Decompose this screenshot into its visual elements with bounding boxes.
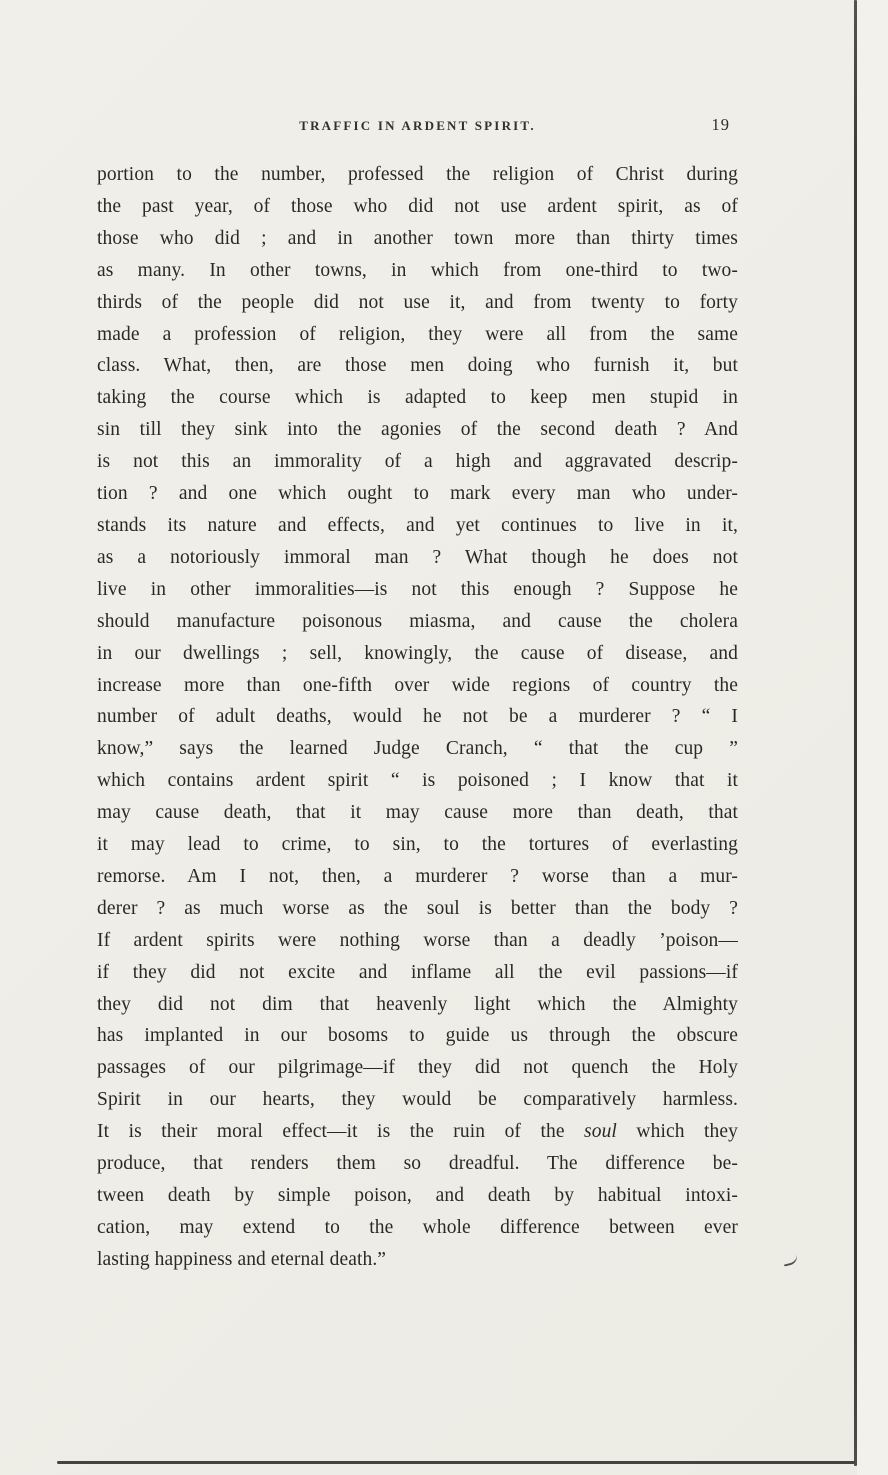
scan-edge-right — [854, 0, 857, 1466]
running-title: TRAFFIC IN ARDENT SPIRIT. — [299, 118, 536, 133]
text-line: lasting happiness and eternal death.” — [97, 1248, 387, 1270]
text-line: passages of our pilgrimage—if they did not quench the Holy — [97, 1057, 738, 1079]
body-text — [97, 159, 738, 1276]
text-line: It is their moral effect—it is the ruin of the soul which they — [97, 1121, 739, 1143]
text-line: should manufacture poisonous miasma, and cause the cholera — [97, 610, 738, 632]
text-line: class. What, then, are those men doing who furnish it, but — [97, 355, 738, 377]
text-line: is not this an immorality of a high and aggravated descrip- — [97, 451, 738, 473]
text-line: as many. In other towns, in which from one-third to two- — [97, 259, 738, 281]
text-line: has implanted in our bosoms to guide us through the obscure — [97, 1025, 738, 1047]
text-line: live in other immoralities—is not this enough ? Suppose he — [97, 578, 738, 600]
page-number: 19 — [711, 115, 730, 134]
text-line: if they did not excite and inflame all the evil passions—if — [97, 961, 738, 983]
scan-edge-bottom — [57, 1461, 855, 1464]
text-line: portion to the number, professed the religion of Christ during — [97, 164, 738, 185]
text-line: those who did ; and in another town more than thirty times — [97, 227, 738, 249]
text-line: may cause death, that it may cause more than death, that — [97, 802, 738, 824]
text-line: Spirit in our hearts, they would be comparatively harmless. — [97, 1089, 738, 1111]
text-line: taking the course which is adapted to keep men stupid in — [97, 387, 738, 409]
text-line: in our dwellings ; sell, knowingly, the cause of disease, and — [97, 642, 738, 664]
text-line: they did not dim that heavenly light which the Almighty — [97, 993, 738, 1015]
text-line: thirds of the people did not use it, and from twenty to forty — [97, 291, 738, 313]
text-line: produce, that renders them so dreadful. The difference be- — [97, 1153, 738, 1175]
text-line: it may lead to crime, to sin, to the tortures of everlasting — [97, 834, 738, 856]
text-line: made a profession of religion, they were all from the same — [97, 323, 738, 345]
page-header — [97, 115, 738, 141]
scan-margin-strip — [857, 0, 888, 1475]
text-line: derer ? as much worse as the soul is better than the body ? — [97, 897, 738, 919]
text-line: which contains ardent spirit “ is poisoned ; I know that it — [97, 770, 738, 792]
text-line: stands its nature and effects, and yet continues to live in it, — [97, 514, 738, 536]
text-line: number of adult deaths, would he not be a murderer ? “ I — [97, 706, 738, 728]
text-line: sin till they sink into the agonies of the second death ? And — [97, 419, 738, 441]
text-line: If ardent spirits were nothing worse than a deadly ’poison— — [97, 929, 738, 951]
text-line: the past year, of those who did not use ardent spirit, as of — [97, 195, 738, 217]
text-line: know,” says the learned Judge Cranch, “ that the cup ” — [97, 738, 738, 760]
text-line: remorse. Am I not, then, a murderer ? worse than a mur- — [97, 865, 738, 887]
pen-mark — [782, 1254, 799, 1266]
text-line: tion ? and one which ought to mark every man who under- — [97, 483, 738, 505]
text-line: tween death by simple poison, and death by habitual intoxi- — [97, 1185, 738, 1206]
text-line: increase more than one-fifth over wide regions of country the — [97, 674, 738, 696]
text-line: cation, may extend to the whole difference between ever — [97, 1216, 738, 1238]
text-line: as a notoriously immoral man ? What though he does not — [97, 546, 738, 568]
